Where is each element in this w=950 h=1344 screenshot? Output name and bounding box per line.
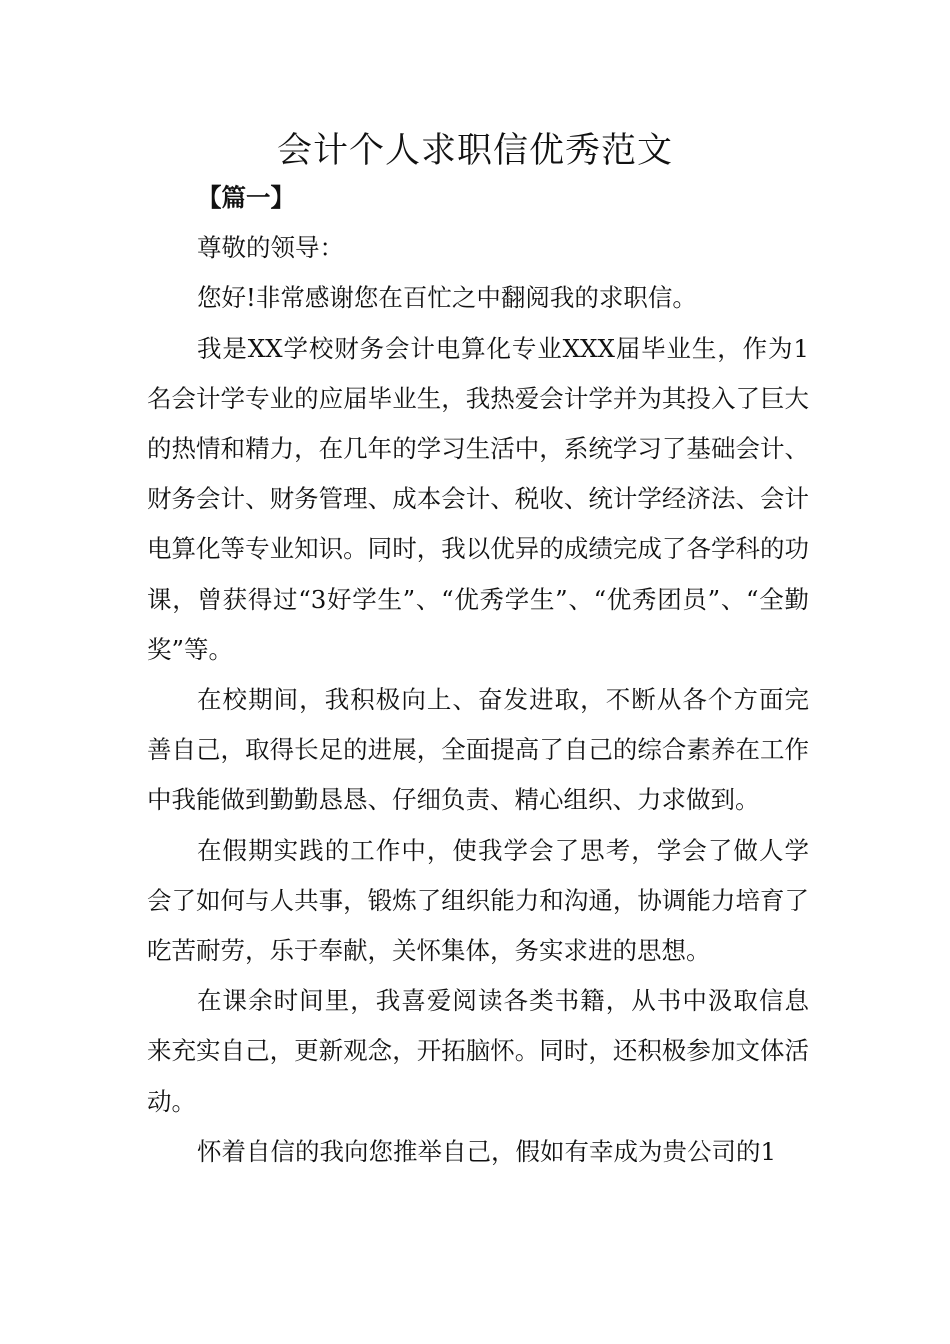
paragraph-closing: 怀着自信的我向您推举自己，假如有幸成为贵公司的1 (197, 1136, 777, 1166)
paragraph-introduction: 我是XX学校财务会计电算化专业XXX届毕业生，作为1名会计学专业的应届毕业生，我热爱会计学并为其投入了巨大的热情和精力，在几年的学习生活中，系统学习了基础会计、财务会计、财务管理、成本会计、税收、统计学经济法、会计电算化等专业知识。同时，我以优异的成绩完成了各学科的功课，曾获得过“3好学生”、“优秀学生”、“优秀团员”、“全勤奖”等。 (147, 333, 809, 664)
paragraph-greeting: 您好!非常感谢您在百忙之中翻阅我的求职信。 (197, 283, 697, 313)
paragraph-school-period: 在校期间，我积极向上、奋发进取，不断从各个方面完善自己，取得长足的进展，全面提高了自己的综合素养在工作中我能做到勤勤恳恳、仔细负责、精心组织、力求做到。 (147, 685, 809, 815)
paragraph-spare-time: 在课余时间里，我喜爱阅读各类书籍，从书中汲取信息来充实自己，更新观念，开拓脑怀。同时，还积极参加文体活动。 (147, 986, 809, 1116)
document-body (147, 173, 809, 1177)
document-title: 会计个人求职信优秀范文 (276, 131, 673, 171)
salutation: 尊敬的领导： (197, 233, 344, 263)
paragraph-practice: 在假期实践的工作中，使我学会了思考，学会了做人学会了如何与人共事，锻炼了组织能力和沟通，协调能力培育了吃苦耐劳，乐于奉献，关怀集体，务实求进的思想。 (147, 835, 809, 966)
section-label: 【篇一】 (197, 183, 295, 212)
